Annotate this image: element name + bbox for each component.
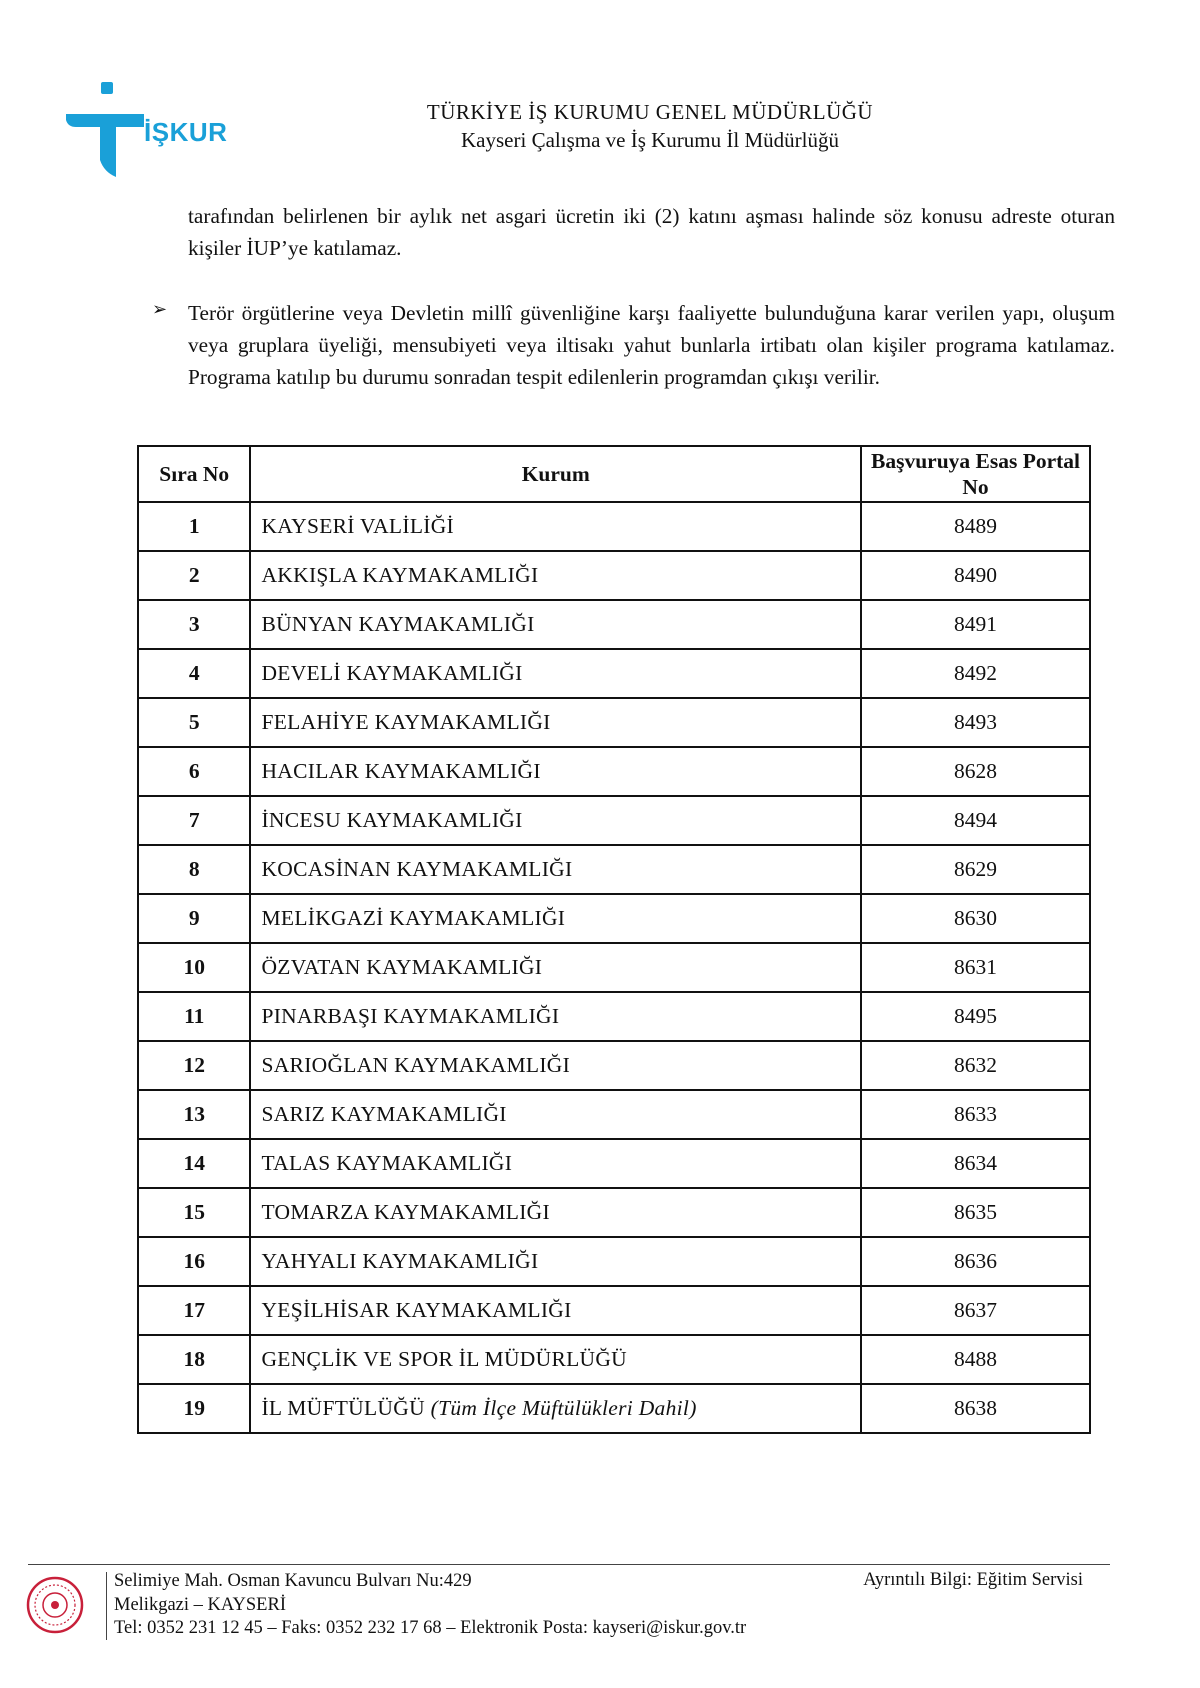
table-header-row [138, 446, 1090, 502]
row-no: 1 [138, 502, 250, 551]
row-portal: 8631 [861, 943, 1090, 992]
row-kurum: MELİKGAZİ KAYMAKAMLIĞI [250, 894, 861, 943]
row-kurum: İNCESU KAYMAKAMLIĞI [250, 796, 861, 845]
footer-address [114, 1570, 746, 1641]
row-kurum: KOCASİNAN KAYMAKAMLIĞI [250, 845, 861, 894]
table-row [138, 1139, 1090, 1188]
row-portal: 8628 [861, 747, 1090, 796]
row-kurum: YEŞİLHİSAR KAYMAKAMLIĞI [250, 1286, 861, 1335]
row-no: 12 [138, 1041, 250, 1090]
row-portal: 8630 [861, 894, 1090, 943]
row-portal: 8491 [861, 600, 1090, 649]
row-portal: 8489 [861, 502, 1090, 551]
address-line-2: Melikgazi – KAYSERİ [114, 1594, 286, 1615]
row-no: 3 [138, 600, 250, 649]
row-kurum: HACILAR KAYMAKAMLIĞI [250, 747, 861, 796]
institution-table [137, 445, 1091, 1434]
header-sira-no: Sıra No [138, 446, 250, 502]
row-kurum: PINARBAŞI KAYMAKAMLIĞI [250, 992, 861, 1041]
row-kurum: BÜNYAN KAYMAKAMLIĞI [250, 600, 861, 649]
paragraph-terror-clause: Terör örgütlerine veya Devletin millî güvenliğine karşı faaliyette bulunduğuna karar verilen yapı, oluşum veya gruplara üyeliği, mensubiyeti veya iltisakı yahut bunlarla irtibatı olan kişiler programa katılamaz. Programa katılıp bu durumu sonradan tespit edilenlerin programdan çıkışı verilir. [188, 301, 1115, 389]
header-kurum: Kurum [250, 446, 861, 502]
table-row [138, 943, 1090, 992]
row-no: 17 [138, 1286, 250, 1335]
row-portal: 8637 [861, 1286, 1090, 1335]
institution-title: TÜRKİYE İŞ KURUMU GENEL MÜDÜRLÜĞÜ [426, 100, 874, 124]
row-kurum: FELAHİYE KAYMAKAMLIĞI [250, 698, 861, 747]
row-portal: 8493 [861, 698, 1090, 747]
row-kurum: GENÇLİK VE SPOR İL MÜDÜRLÜĞÜ [250, 1335, 861, 1384]
table-row [138, 1090, 1090, 1139]
table-row [138, 600, 1090, 649]
table-row [138, 1286, 1090, 1335]
row-kurum: ÖZVATAN KAYMAKAMLIĞI [250, 943, 861, 992]
table-row [138, 502, 1090, 551]
row-no: 15 [138, 1188, 250, 1237]
row-no: 4 [138, 649, 250, 698]
row-no: 10 [138, 943, 250, 992]
row-no: 5 [138, 698, 250, 747]
header-portal-no: Başvuruya Esas Portal No [861, 446, 1090, 502]
letterhead [300, 100, 1000, 153]
row-no: 18 [138, 1335, 250, 1384]
row-no: 11 [138, 992, 250, 1041]
contact-line: Tel: 0352 231 12 45 – Faks: 0352 232 17 68 – Elektronik Posta: kayseri@iskur.gov.tr [114, 1618, 747, 1638]
row-kurum [250, 1384, 861, 1433]
row-portal: 8636 [861, 1237, 1090, 1286]
footer-separator [106, 1572, 107, 1640]
table-row [138, 1041, 1090, 1090]
row-no: 19 [138, 1384, 250, 1433]
footer-info: Ayrıntılı Bilgi: Eğitim Servisi [863, 1570, 1083, 1590]
office-title: Kayseri Çalışma ve İş Kurumu İl Müdürlüğü [461, 128, 839, 152]
table-row [138, 1188, 1090, 1237]
row-portal: 8638 [861, 1384, 1090, 1433]
row-no: 16 [138, 1237, 250, 1286]
row-portal: 8633 [861, 1090, 1090, 1139]
row-portal: 8492 [861, 649, 1090, 698]
row-no: 6 [138, 747, 250, 796]
row-portal: 8634 [861, 1139, 1090, 1188]
row-kurum-note: (Tüm İlçe Müftülükleri Dahil) [430, 1396, 697, 1420]
table-row [138, 845, 1090, 894]
row-no: 9 [138, 894, 250, 943]
table-row [138, 1335, 1090, 1384]
table-row [138, 1237, 1090, 1286]
row-kurum: AKKIŞLA KAYMAKAMLIĞI [250, 551, 861, 600]
row-kurum-name: İL MÜFTÜLÜĞÜ [261, 1396, 425, 1420]
row-portal: 8494 [861, 796, 1090, 845]
table-row [138, 1384, 1090, 1433]
table-row [138, 747, 1090, 796]
row-portal: 8635 [861, 1188, 1090, 1237]
table-row [138, 992, 1090, 1041]
row-portal: 8632 [861, 1041, 1090, 1090]
row-no: 8 [138, 845, 250, 894]
row-kurum: DEVELİ KAYMAKAMLIĞI [250, 649, 861, 698]
table-row [138, 698, 1090, 747]
address-line-1: Selimiye Mah. Osman Kavuncu Bulvarı Nu:429 [114, 1571, 472, 1591]
row-no: 13 [138, 1090, 250, 1139]
table-row [138, 894, 1090, 943]
row-no: 2 [138, 551, 250, 600]
row-kurum: SARIOĞLAN KAYMAKAMLIĞI [250, 1041, 861, 1090]
row-portal: 8488 [861, 1335, 1090, 1384]
row-no: 14 [138, 1139, 250, 1188]
iskur-logo-text: İŞKUR [144, 117, 228, 147]
footer-divider [28, 1564, 1110, 1565]
ministry-seal-icon [26, 1576, 84, 1634]
row-kurum: TOMARZA KAYMAKAMLIĞI [250, 1188, 861, 1237]
paragraph-continuation: tarafından belirlenen bir aylık net asgari ücretin iki (2) katını aşması halinde söz konusu adreste oturan kişiler İUP’ye katılamaz. [188, 204, 1115, 260]
row-portal: 8629 [861, 845, 1090, 894]
bullet-arrow-icon: ➢ [152, 299, 168, 320]
row-kurum: KAYSERİ VALİLİĞİ [250, 502, 861, 551]
row-no: 7 [138, 796, 250, 845]
table-row [138, 796, 1090, 845]
row-kurum: YAHYALI KAYMAKAMLIĞI [250, 1237, 861, 1286]
table-row [138, 649, 1090, 698]
row-portal: 8490 [861, 551, 1090, 600]
table-row [138, 551, 1090, 600]
row-kurum: SARIZ KAYMAKAMLIĞI [250, 1090, 861, 1139]
row-portal: 8495 [861, 992, 1090, 1041]
row-kurum: TALAS KAYMAKAMLIĞI [250, 1139, 861, 1188]
